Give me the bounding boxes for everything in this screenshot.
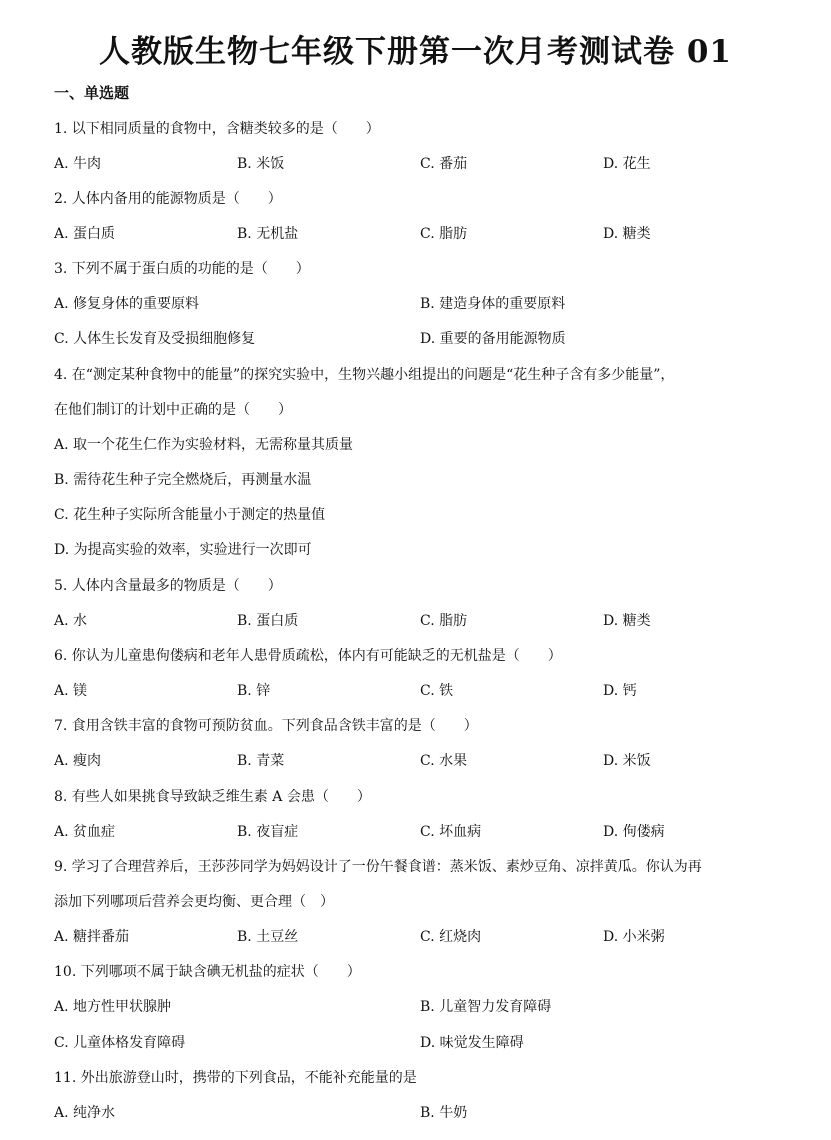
option-c: C. 红烧肉 (420, 929, 482, 945)
option-a: A. 水 (54, 613, 88, 629)
option-b: B. 建造身体的重要原料 (420, 296, 566, 312)
question-stem: 1. 以下相同质量的食物中，含糖类较多的是（ ） (54, 121, 380, 137)
option-b: B. 锌 (237, 683, 271, 699)
option-d: D. 花生 (603, 156, 651, 172)
question-stem: 9. 学习了合理营养后，王莎莎同学为妈妈设计了一份午餐食谱：蒸米饭、素炒豆角、凉拌黄瓜。你认为再 (54, 859, 702, 875)
option-c: C. 花生种子实际所含能量小于测定的热量值 (54, 507, 326, 523)
question-stem: 2. 人体内备用的能源物质是（ ） (54, 191, 282, 207)
option-a: A. 糖拌番茄 (54, 929, 130, 945)
option-d: D. 重要的备用能源物质 (420, 331, 566, 347)
question-stem-continued: 添加下列哪项后营养会更均衡、更合理（ ） (54, 894, 334, 910)
option-a: A. 瘦肉 (54, 753, 102, 769)
option-b: B. 蛋白质 (237, 613, 299, 629)
option-a: A. 地方性甲状腺肿 (54, 999, 172, 1015)
option-a: A. 修复身体的重要原料 (54, 296, 200, 312)
option-a: A. 镁 (54, 683, 88, 699)
option-c: C. 人体生长发育及受损细胞修复 (54, 331, 256, 347)
option-a: A. 牛肉 (54, 156, 102, 172)
question-stem: 7. 食用含铁丰富的食物可预防贫血。下列食品含铁丰富的是（ ） (54, 718, 478, 734)
option-b: B. 需待花生种子完全燃烧后，再测量水温 (54, 472, 312, 488)
option-b: B. 无机盐 (237, 226, 299, 242)
option-c: C. 番茄 (420, 156, 468, 172)
option-a: A. 蛋白质 (54, 226, 116, 242)
option-d: D. 小米粥 (603, 929, 665, 945)
question-stem: 8. 有些人如果挑食导致缺乏维生素 A 会患（ ） (54, 789, 371, 805)
question-stem-continued: 在他们制订的计划中正确的是（ ） (54, 402, 292, 418)
option-d: D. 佝偻病 (603, 824, 665, 840)
question-stem: 6. 你认为儿童患佝偻病和老年人患骨质疏松，体内有可能缺乏的无机盐是（ ） (54, 648, 562, 664)
question-stem: 10. 下列哪项不属于缺含碘无机盐的症状（ ） (54, 964, 361, 980)
option-c: C. 儿童体格发育障碍 (54, 1035, 186, 1051)
option-c: C. 水果 (420, 753, 468, 769)
option-c: C. 坏血病 (420, 824, 482, 840)
option-c: C. 脂肪 (420, 613, 468, 629)
section-title: 一、单选题 (54, 84, 130, 102)
option-d: D. 糖类 (603, 226, 651, 242)
option-d: D. 为提高实验的效率，实验进行一次即可 (54, 542, 312, 558)
option-c: C. 铁 (420, 683, 454, 699)
option-b: B. 土豆丝 (237, 929, 299, 945)
question-stem: 4. 在“测定某种食物中的能量”的探究实验中，生物兴趣小组提出的问题是“花生种子含有多少能量”， (54, 367, 675, 383)
option-a: A. 纯净水 (54, 1105, 116, 1121)
option-d: D. 味觉发生障碍 (420, 1035, 524, 1051)
option-b: B. 米饭 (237, 156, 285, 172)
option-d: D. 米饭 (603, 753, 651, 769)
option-b: B. 夜盲症 (237, 824, 299, 840)
page-title: 人教版生物七年级下册第一次月考测试卷 01 (99, 34, 732, 70)
question-stem: 3. 下列不属于蛋白质的功能的是（ ） (54, 261, 310, 277)
option-b: B. 青菜 (237, 753, 285, 769)
option-b: B. 牛奶 (420, 1105, 468, 1121)
option-b: B. 儿童智力发育障碍 (420, 999, 552, 1015)
option-a: A. 贫血症 (54, 824, 116, 840)
option-a: A. 取一个花生仁作为实验材料，无需称量其质量 (54, 437, 354, 453)
question-stem: 5. 人体内含量最多的物质是（ ） (54, 578, 282, 594)
option-d: D. 糖类 (603, 613, 651, 629)
option-c: C. 脂肪 (420, 226, 468, 242)
question-stem: 11. 外出旅游登山时，携带的下列食品，不能补充能量的是 (54, 1070, 417, 1086)
option-d: D. 钙 (603, 683, 637, 699)
